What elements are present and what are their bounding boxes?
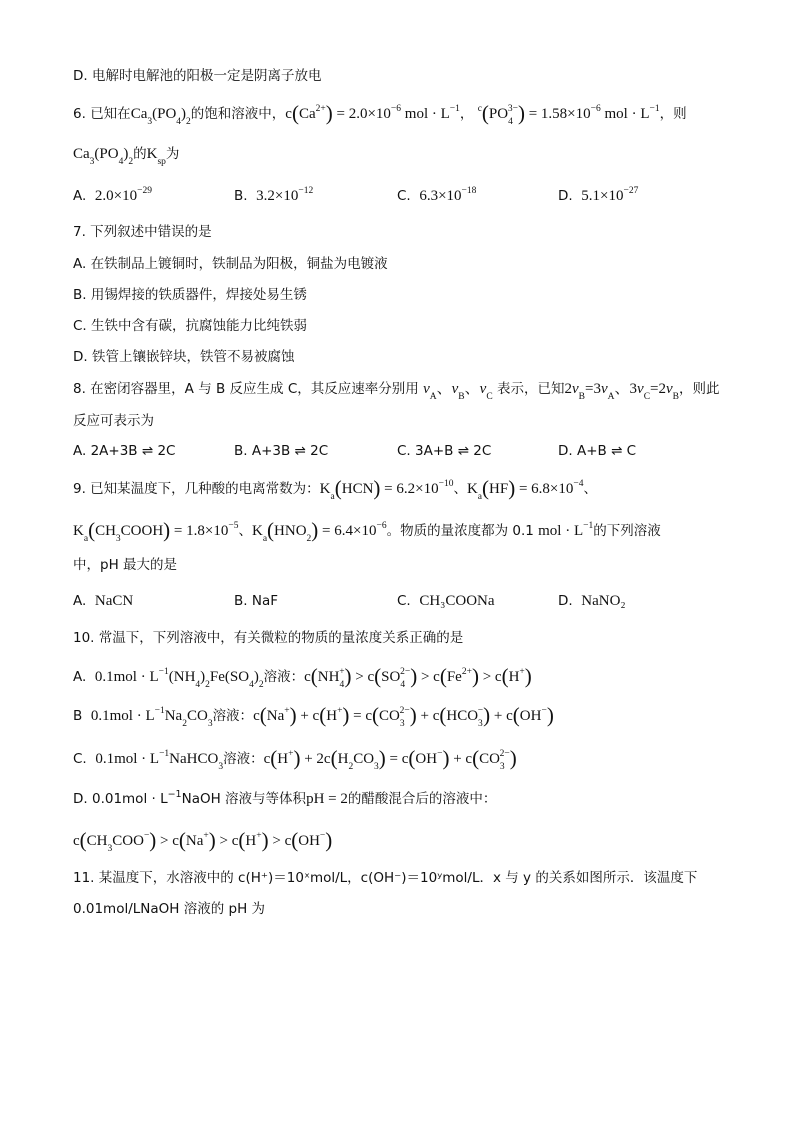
q9-ka-hf: $K_a(HF) = 6.8\times 10^{-4}$	[466, 476, 584, 502]
q9-option-a-formula: NaCN	[94, 593, 134, 609]
q8-stem-line2: 反应可表示为	[73, 413, 154, 429]
q9-stem-line3: 中，pH 最大的是	[73, 557, 178, 573]
q6-option-c-label: C.	[397, 188, 411, 204]
q6-option-c-base: 6.3×10	[419, 188, 462, 204]
q10-option-a-suffix: 溶液：	[263, 669, 305, 685]
q6-unit: mol · L	[404, 106, 450, 122]
q9-ka-hcn-exp: −10	[438, 479, 454, 489]
q9-ka-hno2-exp: −6	[376, 521, 387, 531]
q6-option-a-base: 2.0×10	[94, 188, 138, 204]
q10-option-a-relation: $c(NH_4^+) > c(SO_4^{2-}) > c(Fe^{2+}) > c(H^+)$	[304, 664, 532, 690]
q6-ca-value: 2.0×10	[348, 106, 391, 122]
q6-option-b-base: 3.2×10	[256, 188, 299, 204]
q6-ca-exp: −6	[390, 104, 402, 114]
q6-stem-b: 的饱和溶液中，	[190, 106, 286, 122]
q6-ksp-symbol: $K_{sp}$	[146, 146, 166, 167]
q9-stem-a: 9. 已知某温度下，几种酸的电离常数为：	[73, 481, 320, 497]
q9-ka-hcn: $K_a(HCN) = 6.2\times 10^{-10}$	[319, 476, 454, 502]
q8-option-c: C. 3A+B ⇌ 2C	[397, 443, 492, 459]
q9-stem-line2: $K_a(CH_3COOH) = 1.8\times 10^{-5}$、$K_a(HNO_2) = 6.4\times 10^{-6}$。物质的量浓度都为 0.1 mol · $L^{-1}$的下列溶液	[73, 518, 661, 544]
q8-stem-c: ，则此	[679, 381, 720, 397]
q10-option-d	[73, 789, 496, 809]
q8-rate-symbols: $v_A$、$v_B$、$v_C$	[423, 381, 493, 402]
q6-formula-ca3po42: $Ca_3(PO_4)_2$	[130, 106, 191, 127]
q9-option-c-label: C.	[397, 593, 411, 609]
q6-stem-line2	[73, 144, 180, 167]
q9-option-d-label: D.	[558, 593, 573, 609]
q10-option-b	[73, 703, 554, 729]
q6-option-b-exp: −12	[298, 186, 314, 196]
q9-ka-hf-value: 6.8×10	[531, 481, 574, 497]
q10-option-a-label: A.	[73, 669, 87, 685]
q8-stem-line1	[73, 379, 720, 402]
q6-stem-line1: 6. 已知在$Ca_3(PO_4)_2$的饱和溶液中，$c(Ca^{2+}) = 2.0\times 10^{-6}$ mol · $L^{-1}$， $^c(PO_4^{3-}) = 1.58\times 10^{-6}$ mol · $L^{-1}$，则	[73, 101, 687, 127]
q7-stem: 7. 下列叙述中错误的是	[73, 224, 212, 240]
q9-ka-hno2: $K_a(HNO_2) = 6.4\times 10^{-6}$	[251, 518, 387, 544]
q10-option-b-relation: $c(Na^+) + c(H^+) = c(CO_3^{2-}) + c(HCO_3^-) + c(OH^-)$	[253, 703, 554, 729]
q10-option-d-relation	[73, 828, 333, 854]
q9-option-d	[558, 591, 626, 611]
q9-ka-hcn-value: 6.2×10	[396, 481, 439, 497]
q6-de: 的	[133, 146, 147, 162]
q6-po4-value: 1.58×10	[540, 106, 591, 122]
q6-option-a-label: A.	[73, 188, 87, 204]
q6-option-b	[234, 186, 313, 206]
q6-ksp-formula: $Ca_3(PO_4)_2$	[73, 146, 134, 167]
q6-option-d-base: 5.1×10	[581, 188, 624, 204]
q9-option-c-formula: CH₃COONa	[419, 593, 495, 609]
q9-option-b: B. NaF	[234, 593, 278, 609]
q10-stem: 10. 常温下，下列溶液中，有关微粒的物质的量浓度关系正确的是	[73, 630, 464, 646]
q10-option-d-text-b: NaOH 溶液与等体积	[181, 791, 307, 807]
q10-option-d-ph: pH = 2	[306, 791, 348, 807]
q6-po4-concentration: $^c(PO_4^{3-}) = 1.58\times 10^{-6}$ mol · $L^{-1}$	[477, 101, 660, 127]
q9-option-a	[73, 591, 133, 611]
q6-option-a-exp: −29	[137, 186, 152, 196]
q10-option-b-label: B	[73, 708, 83, 724]
q10-option-c	[73, 746, 517, 772]
q11-stem-line2: 0.01mol/LNaOH 溶液的 pH 为	[73, 901, 266, 917]
q9-ka-ch3cooh-exp: −5	[228, 521, 239, 531]
q6-option-d-label: D.	[558, 188, 573, 204]
q9-option-c	[397, 591, 495, 611]
q10-option-b-solution: $0.1mol \cdot L^{-1}Na_2CO_3$	[90, 706, 213, 729]
q6-option-d-exp: −27	[623, 186, 639, 196]
q10-option-c-label: C.	[73, 751, 87, 767]
q8-option-a: A. 2A+3B ⇌ 2C	[73, 443, 176, 459]
q10-option-c-suffix: 溶液：	[223, 751, 264, 767]
q9-ka-ch3cooh-value: 1.8×10	[186, 523, 229, 539]
q8-rate-relation: $2v_B=3v_A$、$3v_C=2v_B$	[564, 381, 680, 402]
q7-option-d: D. 铁管上镶嵌锌块，铁管不易被腐蚀	[73, 349, 295, 365]
q9-ka-hno2-value: 6.4×10	[334, 523, 377, 539]
q7-option-b: B. 用锡焊接的铁质器件，焊接处易生锈	[73, 287, 307, 303]
q6-option-b-label: B.	[234, 188, 248, 204]
q10-option-a	[73, 664, 532, 690]
q9-stem-b: 。物质的量浓度都为 0.1	[386, 523, 534, 539]
q6-unit-exp: −1	[449, 104, 460, 114]
q9-unit: mol · $L^{-1}$	[538, 521, 594, 539]
q10-option-b-suffix: 溶液：	[212, 708, 254, 724]
q10-option-a-solution: $0.1mol \cdot L^{-1}(NH_4)_2Fe(SO_4)_2$	[94, 667, 264, 690]
q10-option-d-text-c: 的醋酸混合后的溶液中：	[347, 791, 497, 807]
q10-option-d-exp: −1	[167, 788, 182, 800]
q8-option-d: D. A+B ⇌ C	[558, 443, 637, 459]
q6-then: ，则	[659, 106, 687, 122]
q5-option-d: D. 电解时电解池的阳极一定是阴离子放电	[73, 68, 322, 84]
q11-stem-line1: 11. 某温度下，水溶液中的 c(H⁺)＝10ˣmol/L，c(OH⁻)＝10ʸmol/L．x 与 y 的关系如图所示．该温度下	[73, 870, 698, 886]
q8-stem-a: 8. 在密闭容器里，A 与 B 反应生成 C，其反应速率分别用	[73, 381, 419, 397]
q9-ka-ch3cooh: $K_a(CH_3COOH) = 1.8\times 10^{-5}$	[73, 518, 239, 544]
q6-option-d	[558, 186, 638, 206]
q9-ka-hf-exp: −4	[573, 479, 584, 489]
q10-option-c-solution: $0.1mol \cdot L^{-1}NaHCO_3$	[95, 749, 224, 772]
q6-option-c	[397, 186, 476, 206]
q8-option-b: B. A+3B ⇌ 2C	[234, 443, 329, 459]
q7-option-a: A. 在铁制品上镀铜时，铁制品为阳极，铜盐为电镀液	[73, 256, 388, 272]
q7-option-c: C. 生铁中含有碳，抗腐蚀能力比纯铁弱	[73, 318, 308, 334]
q9-option-a-label: A.	[73, 593, 87, 609]
q8-stem-b: 表示，已知	[496, 381, 565, 397]
q6-line2-end: 为	[165, 146, 180, 162]
q6-stem-a: 已知在	[90, 106, 131, 122]
q9-option-d-formula: NaNO₂	[581, 593, 626, 609]
q9-stem-line1: 9. 已知某温度下，几种酸的电离常数为：$K_a(HCN) = 6.2\times 10^{-10}$、$K_a(HF) = 6.8\times 10^{-4}$、	[73, 476, 597, 502]
q6-number: 6.	[73, 106, 86, 122]
q10-option-d-relation-expr: $c(CH_3COO^-) > c(Na^+) > c(H^+) > c(OH^-)$	[73, 828, 333, 854]
q6-option-c-exp: −18	[461, 186, 477, 196]
q10-option-c-relation: $c(H^+) + 2c(H_2CO_3) = c(OH^-) + c(CO_3^{2-})$	[263, 746, 517, 772]
q9-stem-c: 的下列溶液	[593, 523, 661, 539]
q6-po4-exp: −6	[590, 104, 601, 114]
q6-option-a	[73, 186, 152, 206]
q10-option-d-text-a: D. 0.01mol · L	[73, 791, 168, 807]
q6-ca-concentration: $c(Ca^{2+}) = 2.0\times 10^{-6}$ mol · $L^{-1}$	[285, 101, 460, 125]
